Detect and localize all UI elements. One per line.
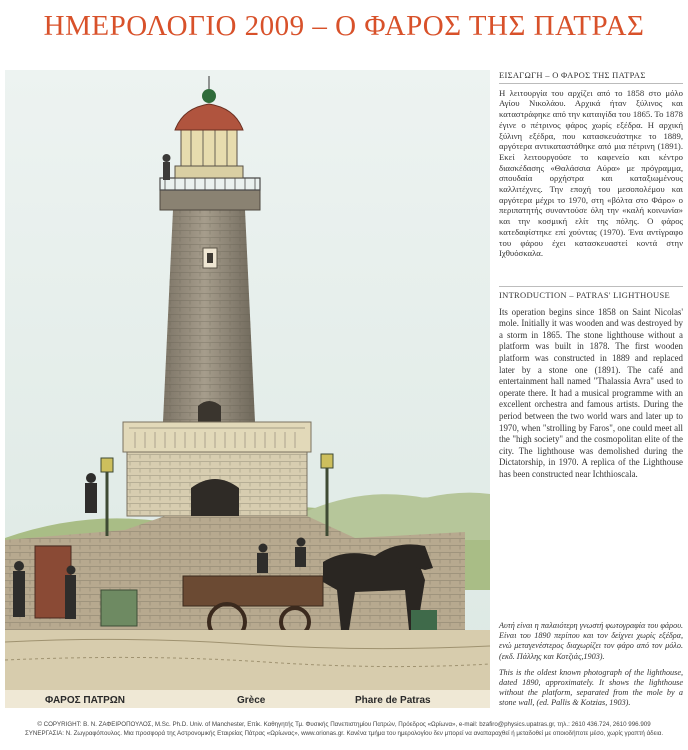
caption-center: Grèce [237, 695, 266, 706]
footer-copyright: © COPYRIGHT: Β. Ν. ΖΑΦΕΙΡΟΠΟΥΛΟΣ, M.Sc. Ph.D. Univ. of Manchester, Επίκ. Καθηγητής Τμ. Φυσικής Πανεπιστημίου Πατρών, Πρόεδρος «Ωρίωνα», e-mail: bzafiro@physics.upatras.gr, τηλ.: 2610 436.724, 2610 996.909 [37, 721, 651, 728]
intro-english [499, 290, 683, 481]
intro-english-text: Its operation begins since 1858 on Saint Nicolas' mole. Initially it was wooden and was destroyed by a storm in 1865. The stone lighthouse without a platform was built in 1878. The first wooden platform was constructed in 1889 and replaced later by a stone one (1891). The café and entertainment hall named "Thalassia Avra" used to operate there. It had a musical programme with an excellent orchestra and famous artists. During the period between the two world wars and later up to 1970, when "strolling by Faros", one could meet all the "high society" and the cosmopolitan elite of the city. The lighthouse was demolished during the Dictatorship, in 1970. A replica of the Lighthouse has been constructed near Ichthioscala. [499, 306, 683, 479]
platform [123, 422, 311, 452]
ground [5, 630, 490, 690]
intro-greek [499, 70, 683, 259]
footer-collaboration: ΣΥΝΕΡΓΑΣΙΑ: Ν. Ζωγραφόπουλος. Μια προσφορά της Αστρονομικής Εταιρείας Πάτρας «Ωρίωνας», www.orionas.gr. Κανένα τμήμα του ημερολογίου δεν μπορεί να αναπαραχθεί ή μεταδοθεί με οποιοδήποτε μέσο, χωρίς γραπτή άδεια. [24, 730, 664, 737]
intro-english-heading: INTRODUCTION – PATRAS' LIGHTHOUSE [499, 290, 670, 300]
caption-right: Phare de Patras [355, 695, 431, 706]
lighthouse-illustration [5, 70, 490, 708]
lantern-dome [202, 89, 216, 103]
photo-caption [499, 621, 683, 715]
caption-left: ΦΑΡΟΣ ΠΑΤΡΩΝ [45, 695, 126, 706]
page-title: ΗΜΕΡΟΛΟΓΙΟ 2009 – Ο ΦΑΡΟΣ ΤΗΣ ΠΑΤΡΑΣ [43, 10, 645, 42]
divider [499, 286, 683, 287]
lighthouse-photo [5, 70, 490, 708]
photo-caption-greek: Αυτή είναι η παλαιότερη γνωστή φωτογραφία του φάρου. Είναι του 1890 περίπου και τον δείχνει χωρίς εξέδρα, ενώ μεταγενέστερος διαχωρίζει τον φάρο από τον μόλο. (εκδ. Πάλλης και Κοτζιάς,1903). [499, 621, 683, 661]
intro-greek-text: Η λειτουργία του αρχίζει από το 1858 στο μόλο Αγίου Νικολάου. Αρχικά ήταν ξύλινος και καταστράφηκε από την καταιγίδα του 1865. Το 1878 έγινε ο πέτρινος φάρος χωρίς εξέδρα. Η αρχική ξύλινη εξέδρα, που κατασκευάστηκε το 1889, αργότερα αντικαταστάθηκε από μια πέτρινη (1891). Εκεί λειτουργούσε το καφενείο και κέντρο διασκέδασης «Θαλάσσια Αύρα» με πρόγραμμα, σπουδαία ορχήστρα και καταξιωμένους καλλιτέχνες. Την εποχή του μεσοπολέμου και αργότερα μέχρι το 1970, στη «βόλτα στο Φάρο» ο περιπατητής συναντούσε όλη την «καλή κοινωνία» και την κοσμική ελίτ της πόλης. Ο φάρος κατεδαφίστηκε επί χούντας (1970). Ένα αντίγραφο του φάρου έχει κατασκευαστεί κοντά στην Ιχθυόσκαλα. [499, 87, 683, 259]
arch-door [191, 479, 239, 516]
intro-greek-heading: ΕΙΣΑΓΩΓΗ – Ο ΦΑΡΟΣ ΤΗΣ ΠΑΤΡΑΣ [499, 70, 683, 84]
photo-caption-english: This is the oldest known photograph of the lighthouse, dated 1890, approximately. It shows the lighthouse without the platform, separated from the mole by a stone wall, (ed. Pallis & Kotzias, 1903). [499, 667, 683, 708]
footer [5, 720, 683, 738]
